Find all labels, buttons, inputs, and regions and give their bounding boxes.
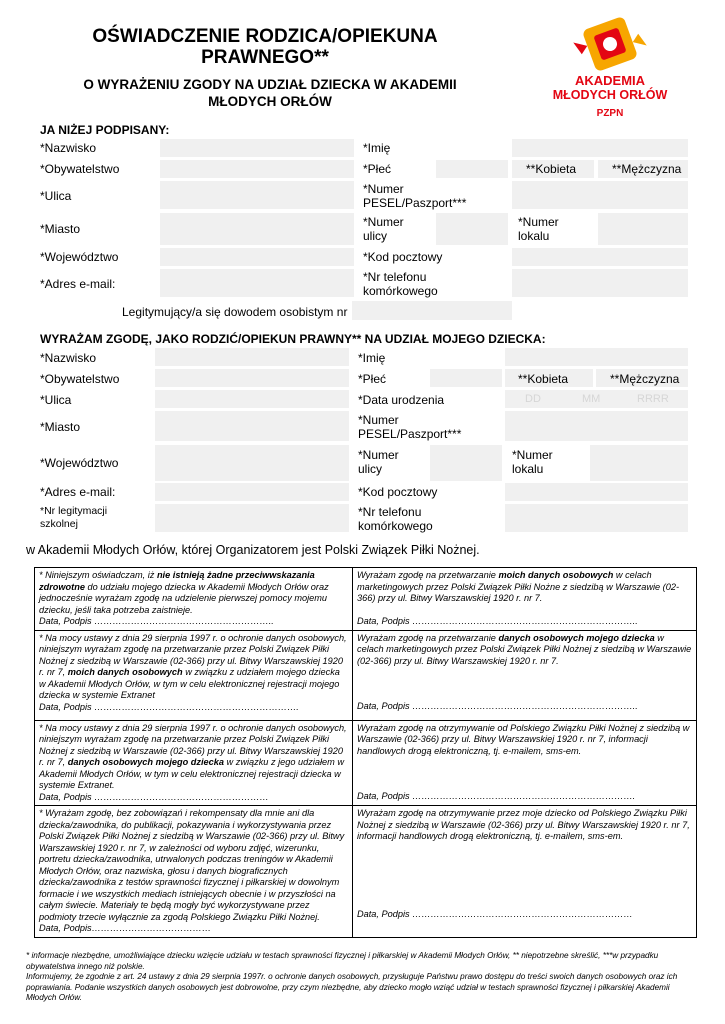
parent-street-label: *Ulica [40,189,72,203]
signature-line: Data, Podpis ……………………………………………………………….. [357,701,638,711]
child-postal-code-input[interactable] [505,483,688,501]
consent-cell-left[interactable] [35,720,353,806]
child-name-label: *Imię [358,351,386,365]
child-voivodeship-label: *Województwo [40,456,119,470]
consent-text: Wyrażam zgodę na przetwarzanie [357,570,499,580]
parent-pesel-label: *Numer PESEL/Paszport*** [363,182,467,210]
birthdate-month-placeholder: MM [582,393,601,405]
footnote-privacy: Informujemy, że zgodnie z art. 24 ustawy z dnia 29 sierpnia 1997r. o ochronie danych osobowych, przysługuje Państwu prawo dostępu do treści swoich danych osobowych oraz ich poprawiania. Podanie wszystkich danych osobowych jest dobrowolne, przy czym niezbędne, aby dziecko mogło wziąć udział w testach sprawności fizycznej i piłkarskiej Akademii Młodych Orłów. [26,972,678,1003]
child-sex-input[interactable] [430,369,502,387]
consent-text-bold: nie istnieją żadne przeciwwskazania zdrowotne [39,570,315,592]
parent-apartment-number-input[interactable] [598,213,688,245]
consent-text-bold: moich danych osobowych [498,570,614,580]
signature-line: Data, Podpis …………………………………………………………. [39,701,299,712]
consent-row [35,720,697,806]
child-sex-label: *Płeć [358,372,387,386]
child-surname-label: *Nazwisko [40,351,97,365]
child-postal-code-label: *Kod pocztowy [358,485,438,499]
consent-text: w związku z udziałem mojego dziecka w Akademii Młodych Orłów, w tym w celu elektronicznej rejestracji mojego dziecka w systemie Extranet [39,667,340,700]
signature-line: Data, Podpis ………………………………………………… [39,791,269,802]
child-street-label: *Ulica [40,393,72,407]
logo-text-line2: MŁODYCH ORŁÓW [552,88,668,102]
child-section-heading: WYRAŻAM ZGODĘ, JAKO RODZIĆ/OPIEKUN PRAWNY** NA UDZIAŁ MOJEGO DZIECKA: [40,332,546,346]
parent-city-label: *Miasto [40,222,81,236]
consent-text-bold: danych osobowych mojego dziecka [67,757,224,767]
consent-text: w celach marketingowych przez Polski Związek Piłki Nożnej z siedzibą w Warszawie (02-366) przy ul. Bitwy Warszawskiej 1920 r. nr 7. [357,632,692,666]
consent-text: Wyrażam zgodę na otrzymywanie od Polskiego Związku Piłki Nożnej z siedzibą w Warszawie (02-366) przy ul. Bitwy Warszawskiej 1920 r. nr 7, informacji handlowych drogą elektroniczną, tj. e-mailem, sms-em. [357,722,690,756]
consent-cell-left[interactable] [35,568,353,631]
child-phone-label: *Nr telefonu komórkowego [358,505,433,533]
parent-citizenship-input[interactable] [160,160,354,178]
child-citizenship-label: *Obywatelstwo [40,372,120,386]
parent-name-label: *Imię [363,141,391,155]
parent-citizenship-label: *Obywatelstwo [40,162,120,176]
footnotes [26,951,696,1004]
parent-street-number-input[interactable] [436,213,508,245]
child-birthdate-label: *Data urodzenia [358,393,445,407]
consent-text: * Na mocy ustawy z dnia 29 sierpnia 1997 r. o ochronie danych osobowych, niniejszym wyrażam zgodę na przetwarzanie przez Polski Związek Piłki Nożnej z siedzibą w Warszawie (02-366) przy ul. Bitwy Warszawskiej 1920 r. nr 7, [39,632,347,677]
parent-email-input[interactable] [160,269,354,297]
child-surname-input[interactable] [155,348,349,366]
parent-female-label: **Kobieta [526,162,577,176]
consent-text: * Niniejszym oświadczam, iż [39,570,157,580]
parent-sex-input[interactable] [436,160,508,178]
signature-line: Data, Podpis ……………………………………………………………… [357,908,633,919]
consent-cell-right[interactable] [353,630,697,720]
consent-row [35,568,697,631]
akademia-logo [545,14,675,126]
child-male-label: **Mężczyzna [610,372,680,386]
child-email-input[interactable] [155,483,349,501]
consent-table [34,567,697,938]
parent-surname-input[interactable] [160,139,354,157]
parent-pesel-input[interactable] [512,181,688,209]
logo-text-line1: AKADEMIA [574,73,646,88]
child-apartment-number-label: *Numer lokalu [512,448,553,476]
child-school-id-label: *Nr legitymacji szkolnej [40,505,108,530]
parent-email-label: *Adres e-mail: [40,277,116,291]
parent-surname-label: *Nazwisko [40,141,97,155]
parent-name-input[interactable] [512,139,688,157]
parent-city-input[interactable] [160,213,354,245]
parent-section-heading: JA NIŻEJ PODPISANY: [40,123,170,137]
signature-line: Data, Podpis ……………………………………………………………….. [357,615,638,626]
child-phone-input[interactable] [505,504,688,532]
parent-phone-input[interactable] [512,269,688,297]
intro-text: w Akademii Młodych Orłów, której Organizatorem jest Polski Związek Piłki Nożnej. [26,543,480,557]
parent-phone-label: *Nr telefonu komórkowego [363,270,438,298]
consent-text: Wyrażam zgodę na przetwarzanie [357,632,499,643]
parent-postal-code-input[interactable] [512,248,688,266]
parent-postal-code-label: *Kod pocztowy [363,250,443,264]
signature-line: Data, Podpis………………………………… [39,923,212,933]
logo-text-line3: PZPN [596,108,624,119]
child-pesel-label: *Numer PESEL/Paszport*** [358,413,462,441]
consent-text-bold: danych osobowych mojego dziecka [498,632,655,643]
signature-line: Data, Podpis ………………………………………………………………. [357,791,636,801]
child-street-number-label: *Numer ulicy [358,448,399,476]
consent-row [35,806,697,938]
child-street-input[interactable] [155,390,349,408]
child-apartment-number-input[interactable] [590,445,688,481]
consent-cell-right[interactable] [353,568,697,631]
footnote-legend: * informacje niezbędne, umożliwiające dziecku wzięcie udziału w testach sprawności fizycznej i piłkarskiej w Akademii Młodych Orłów, ** niepotrzebne skreślić, ***w przypadku obywatelstwa innego niż polskie. [26,951,659,971]
consent-text-bold: moich danych osobowych [67,667,183,677]
page-title: OŚWIADCZENIE RODZICA/OPIEKUNA PRAWNEGO** [92,26,438,68]
consent-text: * Wyrażam zgodę, bez zobowiązań i rekompensaty dla mnie ani dla dziecka/zawodnika, do publikacji, pokazywania i wykorzystywania przez Polski Związek Piłki Nożnej z siedzibą w Warszawie (02-366) przy ul. Bitwy Warszawskiej 1920 r. nr 7, w zależności od wyboru zdjęć, wizerunku, portretu dziecka/zawodnika, utrwalonych podczas treningów w Akademii Młodych Orłów, oraz nazwiska, głosu i danych biograficznych dziecka/zawodnika z testów sprawności fizycznej i piłkarskiej w dowolnym formacie i we wszystkich mediach istniejących obecnie i w przyszłości na całym świecie. Materiały te będą mogły być wykorzystywane przez podmioty trzecie wyłącznie za zgodą Polskiego Związku Piłki Nożnej. [39,808,345,922]
child-female-label: **Kobieta [518,372,569,386]
parent-id-label: Legitymujący/a się dowodem osobistym nr [122,305,348,319]
child-name-input[interactable] [505,348,688,366]
child-voivodeship-input[interactable] [155,445,349,481]
consent-cell-right[interactable] [353,720,697,806]
consent-text: * Na mocy ustawy z dnia 29 sierpnia 1997 r. o ochronie danych osobowych, niniejszym wyrażam zgodę na przetwarzanie przez Polski Związek Piłki Nożnej z siedzibą w Warszawie (02-366) przy ul. Bitwy Warszawskiej 1920 r. nr 7, [39,722,347,767]
parent-street-input[interactable] [160,181,354,209]
birthdate-day-placeholder: DD [525,393,541,405]
page-subtitle: O WYRAŻENIU ZGODY NA UDZIAŁ DZIECKA W AKADEMII MŁODYCH ORŁÓW [83,77,457,109]
birthdate-year-placeholder: RRRR [637,393,669,405]
child-street-number-input[interactable] [430,445,502,481]
signature-line: Data, Podpis ………………………………………………….. [39,616,274,626]
parent-voivodeship-label: *Województwo [40,250,119,264]
consent-text: w celach marketingowych przez Polski Związek Piłki Nożne z siedzibą w Warszawie (02-366) przy ul. Bitwy Warszawskiej 1920 r. nr 7. [357,570,680,603]
parent-male-label: **Mężczyzna [612,162,682,176]
consent-cell-left[interactable] [35,630,353,720]
child-school-id-input[interactable] [155,504,349,532]
child-pesel-input[interactable] [505,411,688,441]
parent-id-input[interactable] [352,301,512,320]
consent-text: Wyrażam zgodę na otrzymywanie przez moje dziecko od Polskiego Związku Piłki Nożnej z siedzibą w Warszawie (02-366) przy ul. Bitwy Warszawskiej 1920 r. nr 7, informacji handlowych drogą elektroniczną, tj. e-mailem, sms-em. [357,808,690,841]
consent-text: w związku z jego udziałem w Akademii Młodych Orłów, w tym w celu elektronicznej rejestracji dziecka w systemie Extranet. [39,757,344,790]
consent-text: do udziału mojego dziecka w Akademii Młodych Orłów oraz jednocześnie wyrażam zgodę na udzielenie pierwszej pomocy mojemu dziecku, jeśli taka potrzeba zaistnieje. [39,581,329,615]
child-city-label: *Miasto [40,420,81,434]
child-email-label: *Adres e-mail: [40,485,116,499]
consent-cell-left[interactable] [35,806,353,938]
child-citizenship-input[interactable] [155,369,349,387]
parent-street-number-label: *Numer ulicy [363,215,404,243]
parent-sex-label: *Płeć [363,162,392,176]
parent-voivodeship-input[interactable] [160,248,354,266]
parent-apartment-number-label: *Numer lokalu [518,215,559,243]
child-city-input[interactable] [155,411,349,441]
consent-cell-right[interactable] [353,806,697,938]
consent-row [35,630,697,720]
